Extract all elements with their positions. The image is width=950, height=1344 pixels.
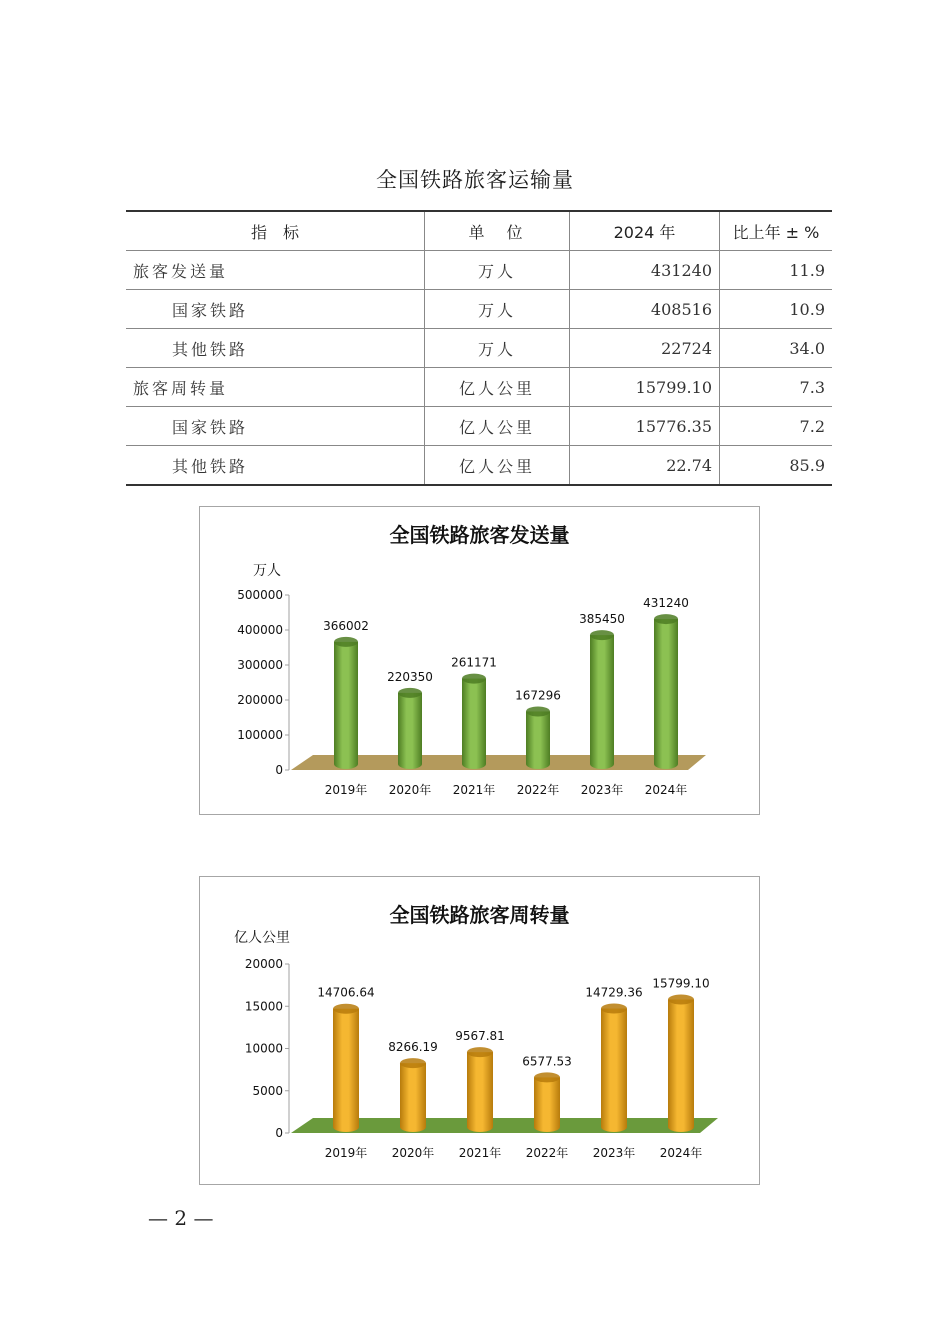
bar-2023年 [579,612,625,769]
x-category-label: 2019年 [324,783,368,797]
data-label: 9567.81 [455,1029,505,1044]
chart-passenger-volume [199,506,760,815]
x-category-label: 2022年 [516,783,560,797]
y-tick-label: 0 [275,1126,283,1140]
table-row [126,446,832,486]
table-row [126,251,832,290]
x-category-label: 2020年 [391,1146,435,1160]
row-value: 15776.35 [570,407,720,446]
passenger-transport-table [126,210,832,486]
row-unit: 亿人公里 [425,407,570,446]
data-label: 431240 [643,596,689,611]
data-label: 167296 [515,688,561,703]
bar-2019年 [317,986,374,1132]
row-indicator: 旅客周转量 [126,368,425,407]
header-year: 2024 年 [570,211,720,251]
row-value: 15799.10 [570,368,720,407]
row-change: 34.0 [720,329,833,368]
x-category-label: 2020年 [388,783,432,797]
row-unit: 万人 [425,290,570,329]
y-tick-label: 400000 [237,623,283,637]
row-indicator: 旅客发送量 [126,251,425,290]
row-unit: 万人 [425,329,570,368]
x-category-label: 2024年 [659,1146,703,1160]
row-indicator: 国家铁路 [126,407,425,446]
y-tick-label: 500000 [237,588,283,602]
row-change: 7.2 [720,407,833,446]
data-label: 6577.53 [522,1054,572,1069]
x-category-label: 2024年 [644,783,688,797]
data-label: 14706.64 [317,985,375,1000]
y-tick-label: 15000 [244,999,283,1014]
x-category-label: 2019年 [324,1146,368,1160]
bar-2021年 [455,1029,505,1132]
y-tick-label: 200000 [237,693,283,707]
bar-2023年 [585,986,642,1132]
row-unit: 亿人公里 [425,446,570,486]
y-tick-label: 10000 [244,1041,283,1056]
data-label: 8266.19 [388,1040,438,1055]
x-category-label: 2022年 [525,1146,569,1160]
data-label: 385450 [579,612,625,627]
table-row [126,368,832,407]
row-indicator: 其他铁路 [126,329,425,368]
header-unit: 单 位 [425,211,570,251]
table-header-row [126,211,832,251]
data-label: 366002 [323,618,369,633]
data-label: 14729.36 [585,985,643,1000]
table-row [126,329,832,368]
x-category-label: 2021年 [452,783,496,797]
row-change: 11.9 [720,251,833,290]
row-indicator: 国家铁路 [126,290,425,329]
row-value: 408516 [570,290,720,329]
y-tick-label: 20000 [244,957,283,971]
bar-2024年 [643,596,689,769]
header-change: 比上年 ± % [720,211,833,251]
row-change: 7.3 [720,368,833,407]
row-value: 22724 [570,329,720,368]
document-title: 全国铁路旅客运输量 [376,168,574,192]
page-number: — 2 — [148,1206,214,1230]
table-row [126,290,832,329]
chart-y-unit: 亿人公里 [234,930,290,946]
y-tick-label: 0 [275,763,283,777]
y-tick-label: 300000 [237,658,283,672]
chart-y-unit: 万人 [253,563,281,579]
header-indicator: 指 标 [126,211,425,251]
bar-2021年 [451,656,497,769]
row-value: 22.74 [570,446,720,486]
x-category-label: 2023年 [580,783,624,797]
bar-2020年 [387,670,433,769]
chart-title: 全国铁路旅客周转量 [389,903,570,927]
y-tick-label: 100000 [237,728,283,742]
chart-plot-area [200,507,759,814]
data-label: 261171 [451,655,497,670]
chart-title: 全国铁路旅客发送量 [389,523,570,547]
bar-2019年 [323,619,369,769]
row-value: 431240 [570,251,720,290]
row-indicator: 其他铁路 [126,446,425,486]
row-unit: 亿人公里 [425,368,570,407]
data-label: 15799.10 [652,976,710,991]
data-label: 220350 [387,669,433,684]
table-row [126,407,832,446]
row-change: 10.9 [720,290,833,329]
row-unit: 万人 [425,251,570,290]
chart-plot-area [200,877,759,1184]
chart-passenger-turnover [199,876,760,1185]
row-change: 85.9 [720,446,833,486]
bar-2024年 [652,976,709,1132]
x-category-label: 2023年 [592,1146,636,1160]
x-category-label: 2021年 [458,1146,502,1160]
y-tick-label: 5000 [252,1083,283,1098]
